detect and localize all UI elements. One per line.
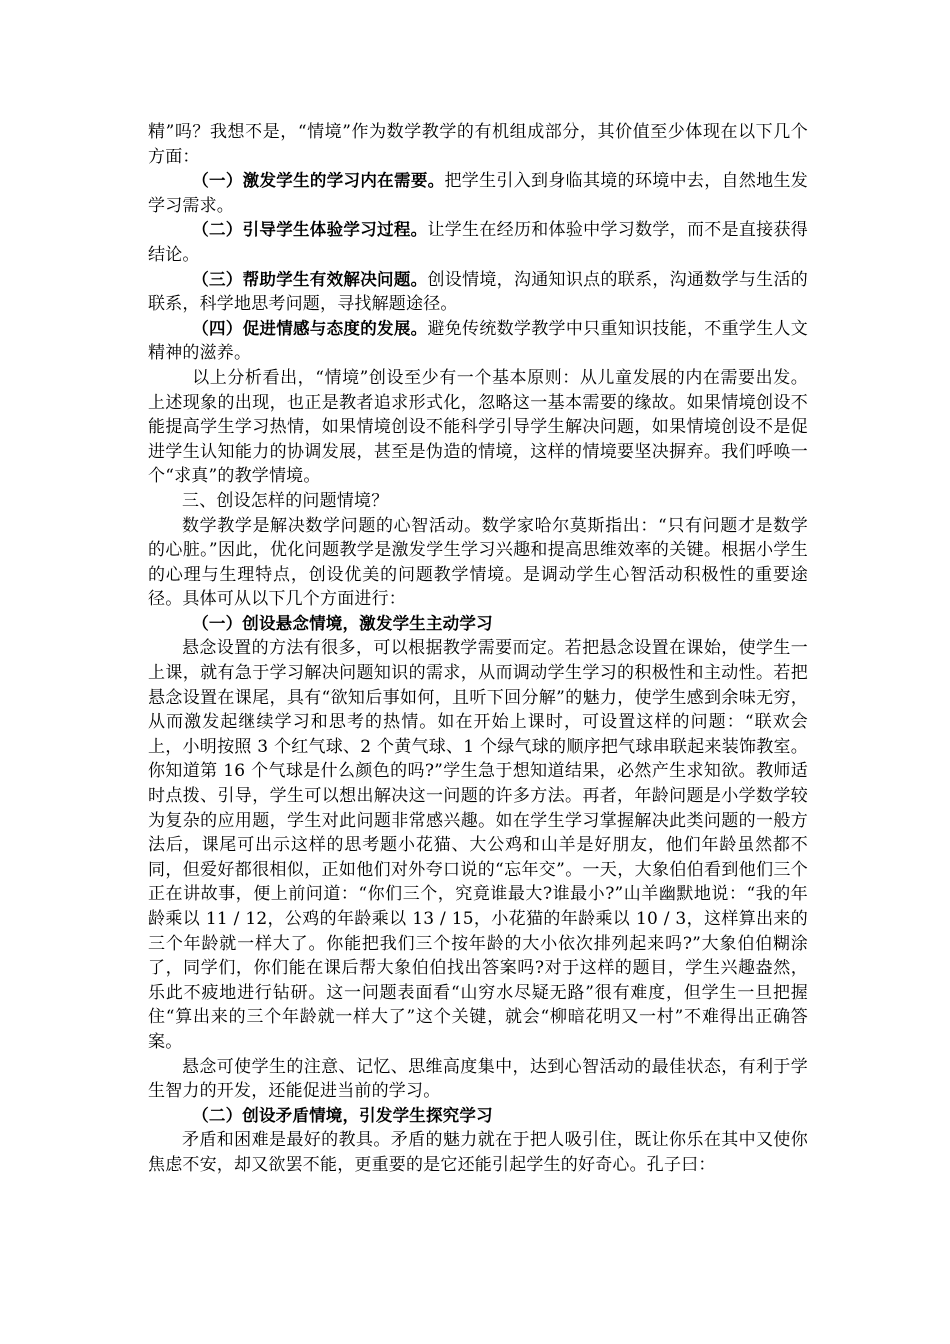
document-body <box>148 120 808 1178</box>
paragraph-analysis: 以上分析看出，“情境”创设至少有一个基本原则：从儿童发展的内在需要出发。上述现象的出现，也正是教者追求形式化，忽略这一基本需要的缘故。如果情境创设不能提高学生学习热情，如果情境创设不能科学引导学生解决问题，如果情境创设不是促进学生认知能力的协调发展，甚至是伪造的情境，这样的情境要坚决摒弃。我们呼唤一个“求真”的教学情境。 <box>148 367 808 487</box>
paragraph-suspense-body: 悬念设置的方法有很多，可以根据教学需要而定。若把悬念设置在课始，使学生一上课，就有急于学习解决问题知识的需求，从而调动学生学习的积极性和主动性。若把悬念设置在课尾，具有“欲知后事如何，且听下回分解”的魅力，使学生感到余味无穷，从而激发起继续学习和思考的热情。如在开始上课时，可设置这样的问题：“联欢会上，小明按照 3 个红气球、2 个黄气球、1 个绿气球的顺序把气球串联起来装饰教室。你知道第 16 个气球是什么颜色的吗?”学生急于想知道结果，必然产生求知欲。教师适时点拨、引导，学生可以想出解决这一问题的许多方法。再者，年龄问题是小学数学较为复杂的应用题，学生对此问题非常感兴趣。如在学生学习掌握解决此类问题的一般方法后，课尾可出示这样的思考题小花猫、大公鸡和山羊是好朋友，他们年龄虽然都不同，但爱好都很相似，正如他们对外夸口说的“忘年交”。一天，大象伯伯看到他们三个正在讲故事，便上前问道：“你们三个，究竟谁最大?谁最小?”山羊幽默地说：“我的年龄乘以 11 / 12，公鸡的年龄乘以 13 / 15，小花猫的年龄乘以 10 / 3，这样算出来的三个年龄就一样大了。你能把我们三个按年龄的大小依次排列起来吗?”大象伯伯糊涂了，同学们，你们能在课后帮大象伯伯找出答案吗?对于这样的题目，学生兴趣盎然，乐此不疲地进行钻研。这一问题表面看“山穷水尽疑无路”很有难度，但学生一旦把握住“算出来的三个年龄就一样大了”这个关键，就会“柳暗花明又一村”不难得出正确答案。 <box>148 638 808 1052</box>
point-1-text: 把学生引入到身临其境的环境中去，自然地生发学习需求。 <box>148 171 809 216</box>
paragraph-contradiction-body: 矛盾和困难是最好的教具。矛盾的魅力就在于把人吸引住，既让你乐在其中又使你焦虑不安，却又欲罢不能，更重要的是它还能引起学生的好奇心。孔子曰： <box>148 1130 808 1175</box>
paragraph-point-4 <box>148 317 808 366</box>
section-heading-3: 三、创设怎样的问题情境？ <box>182 490 389 511</box>
paragraph-intro: 精”吗？我想不是，“情境”作为数学教学的有机组成部分，其价值至少体现在以下几个方面： <box>148 122 808 167</box>
point-1-lead: （一）激发学生的学习内在需要。 <box>192 171 445 191</box>
subsection-heading-suspense: （一）创设悬念情境，激发学生主动学习 <box>192 613 493 633</box>
paragraph-point-3 <box>148 268 808 317</box>
point-2-lead: （二）引导学生体验学习过程。 <box>192 220 428 240</box>
paragraph-suspense-summary: 悬念可使学生的注意、记忆、思维高度集中，达到心智活动的最佳状态，有利于学生智力的开发，还能促进当前的学习。 <box>148 1056 808 1102</box>
point-4-text: 避免传统数学教学中只重知识技能，不重学生人文精神的滋养。 <box>148 318 808 364</box>
paragraph-point-2 <box>148 218 808 267</box>
point-3-text: 创设情境，沟通知识点的联系，沟通数学与生活的联系，科学地思考问题，寻找解题途径。 <box>148 269 808 315</box>
paragraph-section-3-intro: 数学教学是解决数学问题的心智活动。数学家哈尔莫斯指出：“只有问题才是数学的心脏。”因此，优化问题教学是激发学生学习兴趣和提高思维效率的关键。根据小学生的心理与生理特点，创设优美的问题教学情境。是调动学生心智活动积极性的重要途径。具体可从以下几个方面进行： <box>148 515 808 610</box>
subsection-heading-contradiction: （二）创设矛盾情境，引发学生探究学习 <box>192 1105 493 1125</box>
point-4-lead: （四）促进情感与态度的发展。 <box>192 318 428 338</box>
point-3-lead: （三）帮助学生有效解决问题。 <box>192 269 428 289</box>
point-2-text: 让学生在经历和体验中学习数学，而不是直接获得结论。 <box>148 220 808 265</box>
paragraph-point-1 <box>148 169 808 218</box>
